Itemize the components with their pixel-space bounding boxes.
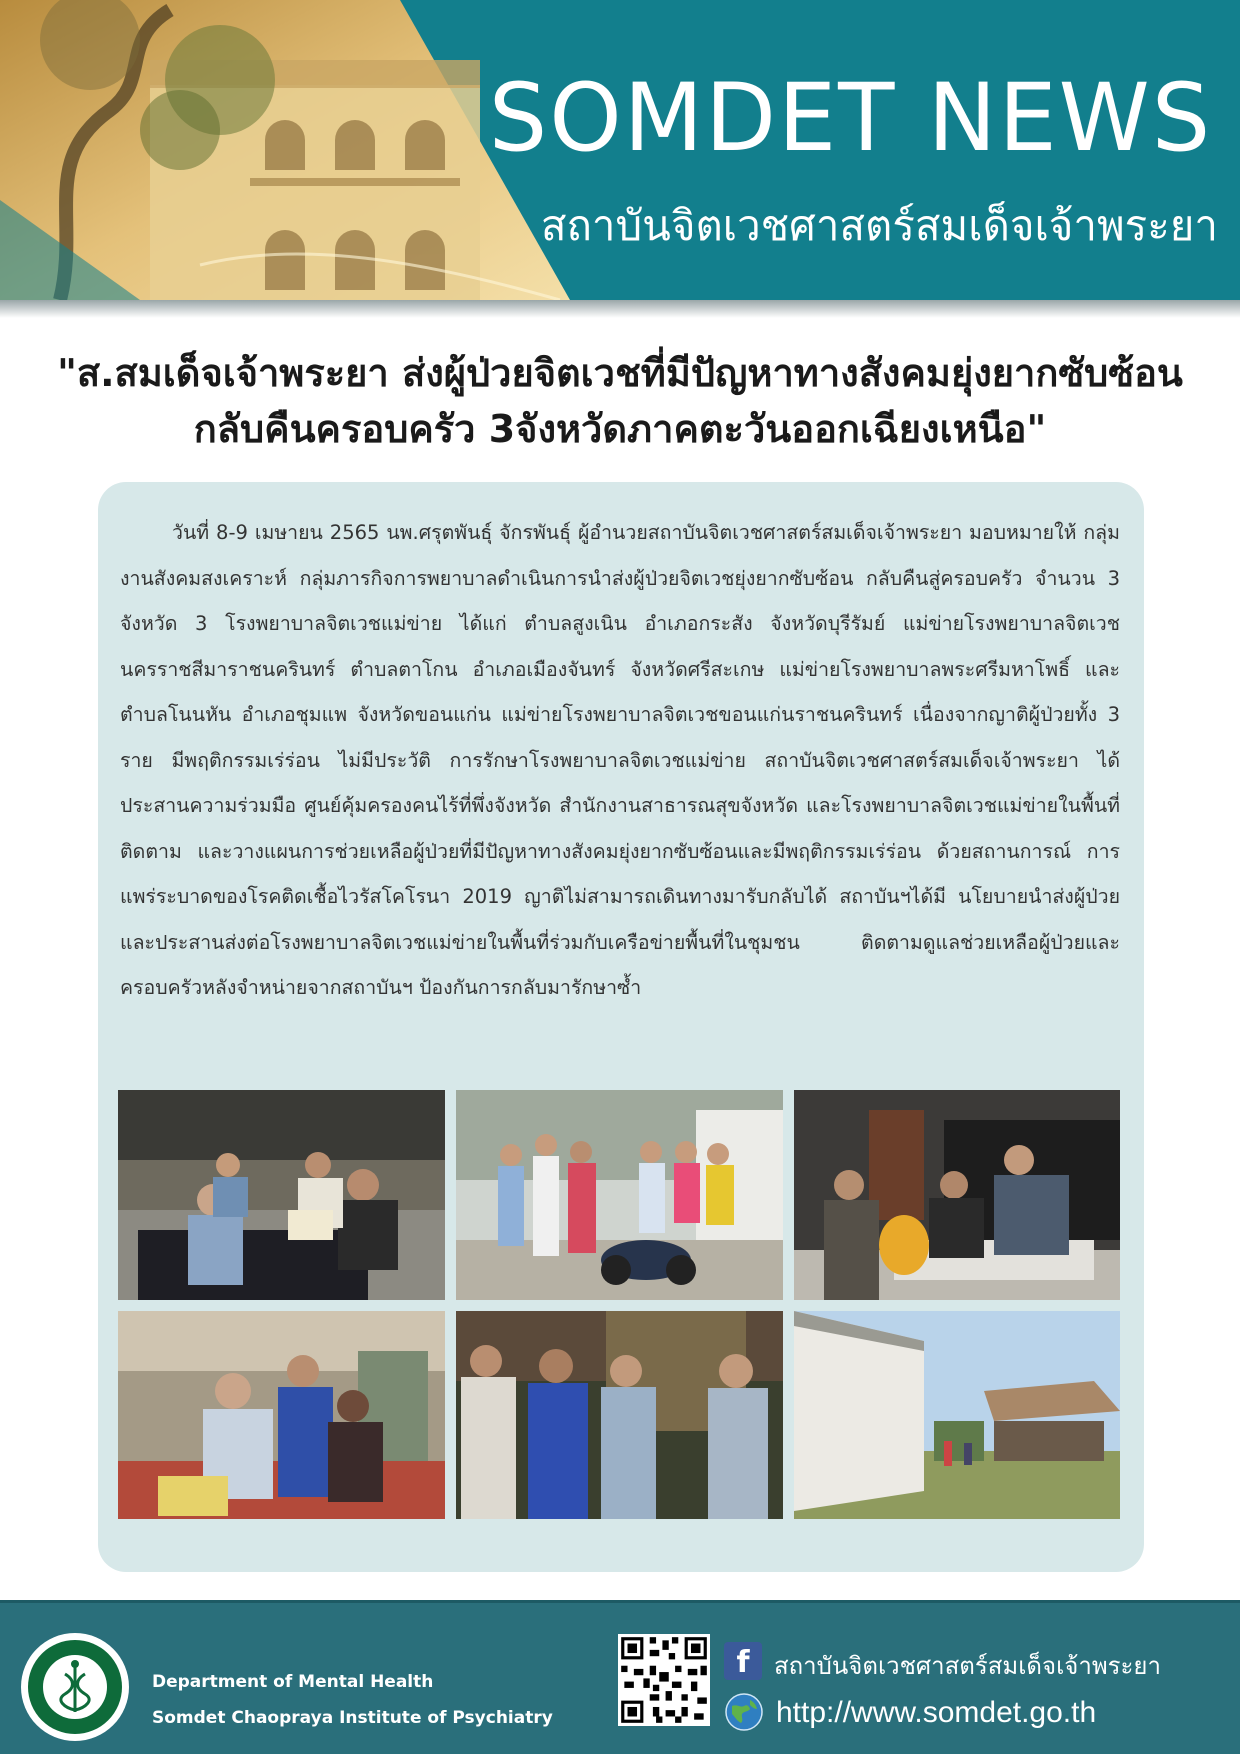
masthead-subtitle: สถาบันจิตเวชศาสตร์สมเด็จเจ้าพระยา (540, 201, 1218, 250)
headline-line-1: "ส.สมเด็จเจ้าพระยา ส่งผู้ป่วยจิตเวชที่มีปัญหาทางสังคมยุ่งยากซับซ้อน (57, 351, 1183, 395)
photo-rural-house (794, 1311, 1120, 1519)
footer-divider (0, 1600, 1240, 1603)
photo-group-motorcycle (456, 1090, 783, 1300)
photo-home-visit-table (118, 1090, 445, 1300)
headline-line-2: กลับคืนครอบครัว 3จังหวัดภาคตะวันออกเฉียงเหนือ" (193, 407, 1047, 451)
masthead-title: SOMDET NEWS (488, 64, 1212, 173)
department-name: Department of Mental Health (152, 1672, 434, 1692)
qr-code[interactable] (618, 1634, 710, 1726)
header-shadow (0, 300, 1240, 318)
article-headline (40, 345, 1200, 457)
facebook-page-link[interactable]: สถาบันจิตเวชศาสตร์สมเด็จเจ้าพระยา (774, 1652, 1161, 1680)
masthead (0, 0, 1240, 300)
content-panel (98, 482, 1144, 1572)
photo-family-group (456, 1311, 783, 1519)
facebook-icon[interactable]: f (724, 1642, 762, 1680)
globe-icon (724, 1692, 764, 1732)
photo-shop-visit (118, 1311, 445, 1519)
footer (0, 1600, 1240, 1754)
ministry-of-public-health-logo (20, 1632, 130, 1742)
website-link[interactable]: http://www.somdet.go.th (776, 1696, 1097, 1729)
article-body: วันที่ 8-9 เมษายน 2565 นพ.ศรุตพันธุ์ จักรพันธุ์ ผู้อำนวยสถาบันจิตเวชศาสตร์สมเด็จเจ้าพระยา มอบหมายให้ กลุ่มงานสังคมสงเคราะห์ กลุ่มภารกิจการพยาบาลดำเนินการนำส่งผู้ป่วยจิตเวชยุ่งยากซับซ้อน กลับคืนสู่ครอบครัว จำนวน 3 จังหวัด 3 โรงพยาบาลจิตเวชแม่ข่าย ได้แก่ ตำบลสูงเนิน อำเภอกระสัง จังหวัดบุรีรัมย์ แม่ข่ายโรงพยาบาลจิตเวชนครราชสีมาราชนครินทร์ ตำบลตาโกน อำเภอเมืองจันทร์ จังหวัดศรีสะเกษ แม่ข่ายโรงพยาบาลพระศรีมหาโพธิ์ และตำบลโนนหัน อำเภอชุมแพ จังหวัดขอนแก่น แม่ข่ายโรงพยาบาลจิตเวชขอนแก่นราชนครินทร์ เนื่องจากญาติผู้ป่วยทั้ง 3 ราย มีพฤติกรรมเร่ร่อน ไม่มีประวัติ การรักษาโรงพยาบาลจิตเวชแม่ข่าย สถาบันจิตเวชศาสตร์สมเด็จเจ้าพระยา ได้ประสานความร่วมมือ ศูนย์คุ้มครองคนไร้ที่พึ่งจังหวัด สำนักงานสาธารณสุขจังหวัด และโรงพยาบาลจิตเวชแม่ข่ายในพื้นที่ ติดตาม และวางแผนการช่วยเหลือผู้ป่วยที่มีปัญหาทางสังคมยุ่งยากซับซ้อนและมีพฤติกรรมเร่ร่อน ด้วยสถานการณ์ การแพร่ระบาดของโรคติดเชื้อไวรัสโคโรนา 2019 ญาติไม่สามารถเดินทางมารับกลับได้ สถาบันฯได้มี นโยบายนำส่งผู้ป่วยและประสานส่งต่อโรงพยาบาลจิตเวชแม่ข่ายในพื้นที่ร่วมกับเครือข่ายพื้นที่ในชุมชน ติดตามดูแลช่วยเหลือผู้ป่วยและครอบครัวหลังจำหน่ายจากสถาบันฯ ป้องกันการกลับมารักษาซ้ำ (120, 521, 1120, 999)
institute-name: Somdet Chaopraya Institute of Psychiatry (152, 1708, 553, 1728)
photo-signing-documents (794, 1090, 1120, 1300)
